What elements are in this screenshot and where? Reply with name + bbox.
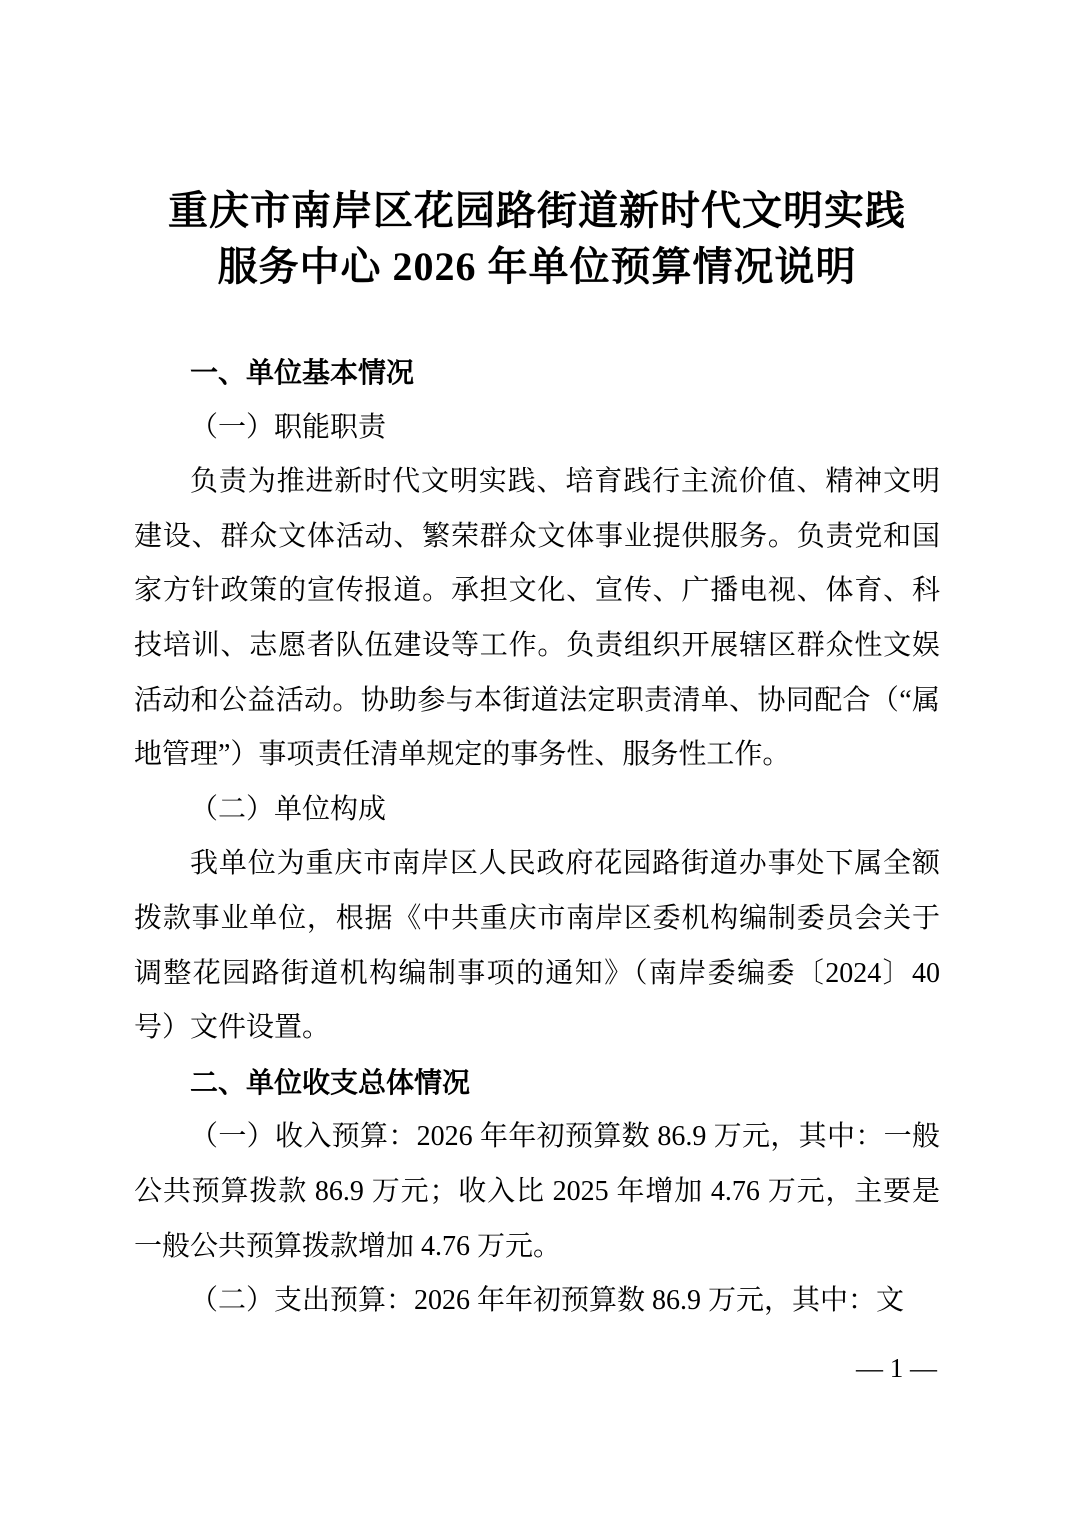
subheading-unit-composition: （二）单位构成 [190, 793, 387, 825]
document-content [134, 0, 940, 1329]
document-body [134, 346, 940, 1329]
heading-revenue-expenditure-overview: 二、单位收支总体情况 [190, 1066, 471, 1098]
subheading-functions-duties: （一）职能职责 [190, 411, 387, 443]
paragraph-unit-composition: 我单位为重庆市南岸区人民政府花园路街道办事处下属全额拨款事业单位，根据《中共重庆市南岸区委机构编制委员会关于调整花园路街道机构编制事项的通知》（南岸委编委〔2024〕40 号）文件设置。 [134, 848, 940, 1044]
paragraph-expenditure-budget: （二）支出预算：2026 年年初预算数 86.9 万元，其中：文 [190, 1285, 905, 1317]
document-title [134, 183, 940, 295]
heading-unit-basic-info: 一、单位基本情况 [190, 357, 415, 388]
document-title-line2: 服务中心 2026 年单位预算情况说明 [217, 244, 857, 289]
document-title-line1: 重庆市南岸区花园路街道新时代文明实践 [168, 188, 906, 233]
paragraph-functions-duties: 负责为推进新时代文明实践、培育践行主流价值、精神文明建设、群众文体活动、繁荣群众文体事业提供服务。负责党和国家方针政策的宣传报道。承担文化、宣传、广播电视、体育、科技培训、志愿者队伍建设等工作。负责组织开展辖区群众性文娱活动和公益活动。协助参与本街道法定职责清单、协同配合（“属地管理”）事项责任清单规定的事务性、服务性工作。 [134, 466, 940, 771]
page-footer [856, 1348, 937, 1388]
page-number: — 1 — [856, 1353, 937, 1383]
paragraph-income-budget: （一）收入预算：2026 年年初预算数 86.9 万元，其中：一般公共预算拨款 86.9 万元；收入比 2025 年增加 4.76 万元，主要是一般公共预算拨款增加 4.76 万元。 [134, 1121, 940, 1262]
